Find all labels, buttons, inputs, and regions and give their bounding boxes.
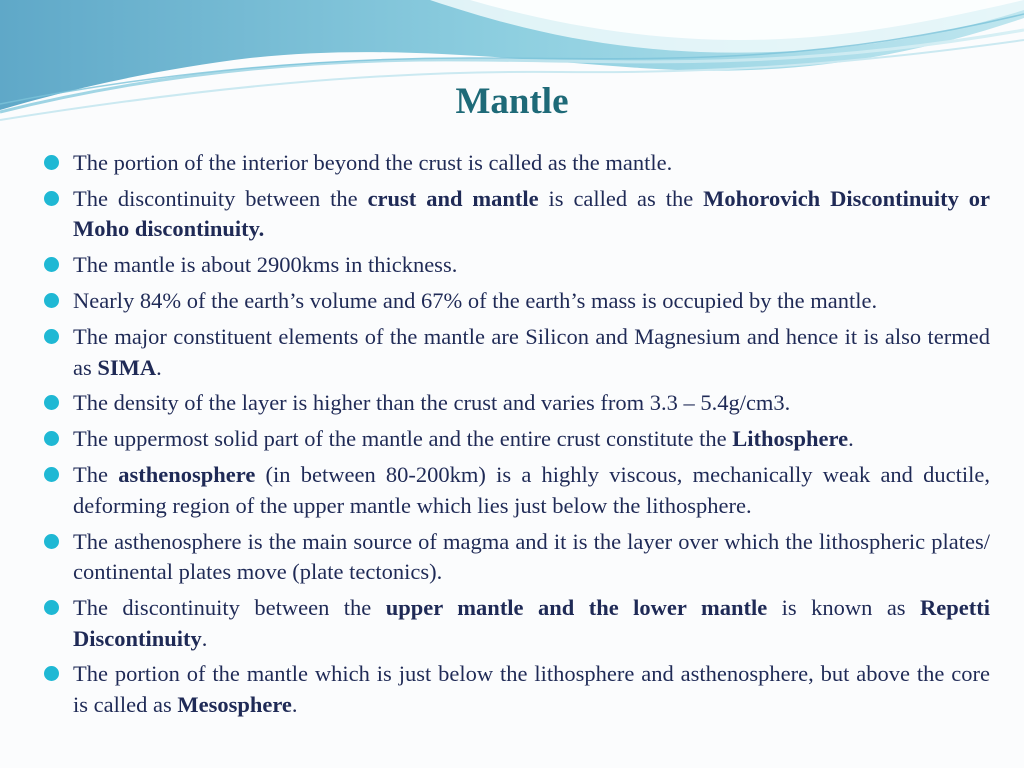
slide-title: Mantle: [455, 81, 569, 122]
bullet-icon: [44, 431, 59, 446]
bullet-icon: [44, 534, 59, 549]
bullet-bold-text: Mesosphere: [177, 691, 292, 717]
bullet-icon: [44, 257, 59, 272]
bullet-text: The mantle is about 2900kms in thickness.: [73, 252, 458, 278]
bullet-text: The: [73, 462, 119, 488]
bullet-item: [44, 388, 990, 419]
bullet-text: The density of the layer is higher than the crust and varies from 3.3 – 5.4g/cm3.: [73, 390, 791, 416]
bullet-bold-text: SIMA: [97, 354, 157, 380]
bullet-text: Nearly 84% of the earth’s volume and 67% of the earth’s mass is occupied by the mantle.: [73, 288, 878, 314]
bullet-text: .: [848, 426, 854, 452]
bullet-item: [44, 184, 990, 245]
bullet-item: [44, 322, 990, 383]
bullet-item: [44, 286, 990, 317]
bullet-text: The discontinuity between the: [73, 185, 368, 211]
bullet-item: [44, 148, 990, 179]
bullet-text: The asthenosphere is the main source of magma and it is the layer over which the lithospheric plates/ continental plates move (plate tectonics).: [73, 528, 990, 585]
bullet-bold-text: Repetti Discontinuity: [73, 595, 991, 651]
bullet-item: [44, 460, 990, 521]
bullet-text: (in between 80-200km) is a highly viscous, mechanically weak and ductile, deforming region of the upper mantle which lies just below the lithosphere.: [73, 462, 990, 518]
bullet-item: [44, 659, 990, 720]
bullet-item: [44, 424, 990, 455]
bullet-icon: [44, 155, 59, 170]
bullet-bold-text: upper mantle and the lower mantle: [385, 595, 768, 621]
bullet-icon: [44, 467, 59, 482]
bullet-item: [44, 593, 990, 654]
bullet-list: [44, 148, 990, 720]
bullet-icon: [44, 395, 59, 410]
bullet-text: The uppermost solid part of the mantle and the entire crust constitute the: [73, 426, 733, 452]
bullet-text: is called as the: [538, 185, 704, 211]
bullet-icon: [44, 666, 59, 681]
bullet-text: The portion of the mantle which is just below the lithosphere and asthenosphere, but above the core is called as: [73, 661, 990, 717]
bullet-icon: [44, 600, 59, 615]
bullet-text: The portion of the interior beyond the crust is called as the mantle.: [73, 150, 673, 175]
bullet-bold-text: Lithosphere: [732, 426, 849, 452]
bullet-text: .: [291, 691, 298, 717]
bullet-icon: [44, 293, 59, 308]
bullet-bold-text: asthenosphere: [118, 462, 256, 488]
bullet-text: .: [201, 625, 208, 651]
bullet-item: [44, 250, 990, 281]
bullet-text: .: [156, 354, 162, 380]
bullet-text: The discontinuity between the: [73, 595, 386, 621]
bullet-icon: [44, 329, 59, 344]
bullet-item: [44, 527, 990, 588]
bullet-bold-text: Mohorovich Discontinuity or Moho discontinuity.: [73, 185, 991, 242]
bullet-text: The major constituent elements of the mantle are Silicon and Magnesium and hence it is also termed as: [73, 324, 990, 380]
bullet-bold-text: crust and mantle: [367, 185, 539, 211]
bullet-text: is known as: [767, 595, 921, 621]
bullet-icon: [44, 191, 59, 206]
